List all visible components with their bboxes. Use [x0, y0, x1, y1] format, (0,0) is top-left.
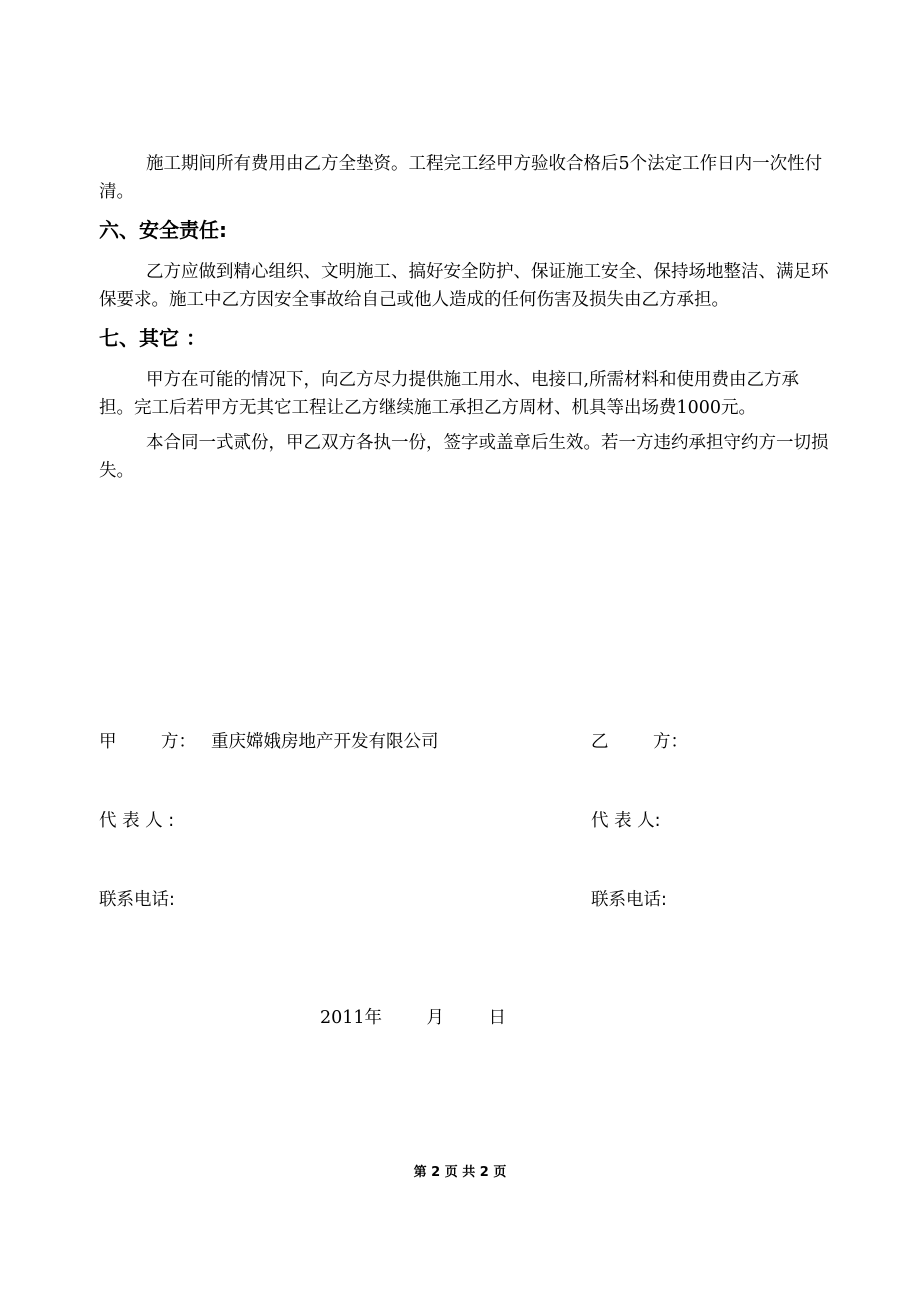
party-a-label: 甲 方： — [99, 732, 197, 752]
payment-paragraph: 施工期间所有费用由乙方全垫资。工程完工经甲方验收合格后5个法定工作日内一次性付清。 — [99, 154, 823, 202]
section-7-body: 甲方在可能的情况下，向乙方尽力提供施工用水、电接口,所需材料和使用费由乙方承担。完工后若甲方无其它工程让乙方继续施工承担乙方周材、机具等出场费1000元。 — [99, 370, 800, 418]
section-7-heading: 七、其它 ： — [99, 326, 206, 350]
representative-b-label: 代 表 人: — [591, 811, 661, 831]
page-footer: 第 2 页 共 2 页 — [413, 1165, 507, 1180]
party-b-label: 乙 方： — [591, 732, 689, 752]
phone-a-label: 联系电话: — [99, 890, 175, 910]
signing-date: 2011年 月 日 — [320, 1008, 507, 1028]
party-a-name: 重庆嫦娥房地产开发有限公司 — [211, 732, 439, 752]
copies-paragraph: 本合同一式贰份，甲乙双方各执一份，签字或盖章后生效。若一方违约承担守约方一切损失。 — [99, 433, 829, 481]
section-6-heading: 六、安全责任: — [99, 218, 227, 242]
representative-a-label: 代 表 人 : — [99, 811, 175, 831]
section-6-body: 乙方应做到精心组织、文明施工、搞好安全防护、保证施工安全、保持场地整洁、满足环保要求。施工中乙方因安全事故给自己或他人造成的任何伤害及损失由乙方承担。 — [99, 262, 829, 310]
phone-b-label: 联系电话: — [591, 890, 667, 910]
